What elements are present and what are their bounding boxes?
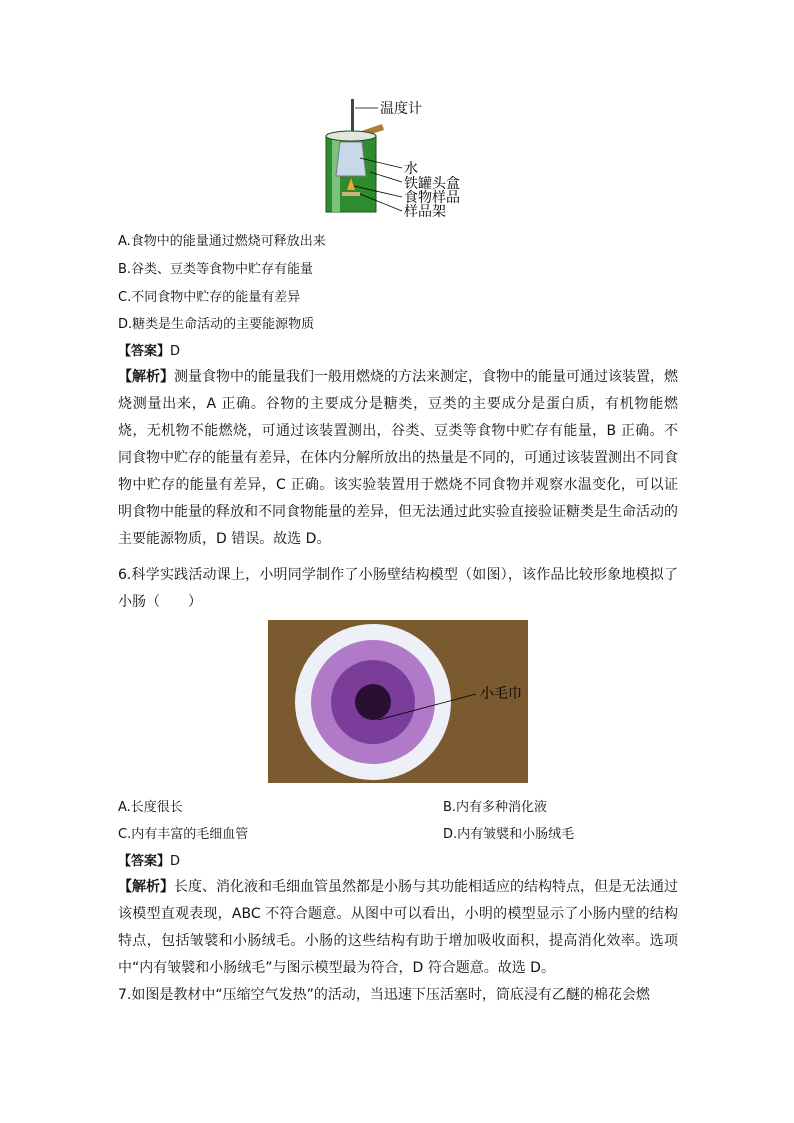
q7-stem: 7.如图是教材中“压缩空气发热”的活动，当迅速下压活塞时，筒底浸有乙醚的棉花会燃 [118, 987, 650, 1003]
q6-option-c: C.内有丰富的毛细血管 [118, 827, 249, 842]
answer-label: 【答案】 [118, 854, 171, 869]
answer-value: D [170, 344, 181, 359]
sample-stand [342, 192, 360, 196]
water-flask [336, 142, 366, 176]
q6-answer [118, 852, 180, 872]
answer-value: D [170, 854, 181, 869]
q6-option-a: A.长度很长 [118, 800, 183, 815]
q5-analysis [118, 364, 678, 553]
figure-label-sample-stand: 样品架 [404, 204, 446, 218]
analysis-text: 测量食物中的能量我们一般用燃烧的方法来测定，食物中的能量可通过该装置，燃烧测量出来，A 正确。谷物的主要成分是糖类，豆类的主要成分是蛋白质，有机物能燃烧，无机物不能燃烧，可通过该装置测出，谷类、豆类等食物中贮存有能量，B 正确。不同食物中贮存的能量有差异，在体内分解所放出的热量是不同的，可通过该装置测出不同食物中贮存的能量有差异，C 正确。该实验装置用于燃烧不同食物并观察水温变化，可以证明食物中能量的释放和不同食物能量的差异，但无法通过此实验直接验证糖类是生命活动的主要能源物质，D 错误。故选 D。 [118, 369, 678, 547]
figure-label-water: 水 [404, 161, 418, 177]
q5-option-a: A.食物中的能量通过燃烧可释放出来 [118, 234, 326, 249]
q5-answer [118, 342, 180, 362]
q6-option-d: D.内有皱襞和小肠绒毛 [443, 827, 575, 842]
model-lumen [355, 684, 391, 720]
analysis-label: 【解析】 [118, 369, 174, 385]
q5-option-b: B.谷类、豆类等食物中贮存有能量 [118, 262, 314, 277]
figure-label-thermometer: 温度计 [380, 101, 422, 117]
q6-option-b: B.内有多种消化液 [443, 800, 548, 815]
q6-stem: 6.科学实践活动课上，小明同学制作了小肠壁结构模型（如图），该作品比较形象地模拟了小肠（ ） [118, 567, 678, 610]
q6-analysis [118, 874, 678, 982]
answer-label: 【答案】 [118, 344, 171, 359]
towel-label: 小毛巾 [480, 686, 522, 702]
q5-option-d: D.糖类是生命活动的主要能源物质 [118, 317, 315, 332]
figure-label-tin-can: 铁罐头盒 [404, 176, 460, 192]
intestine-model-figure [268, 620, 528, 783]
tin-can-top [326, 131, 376, 141]
analysis-text: 长度、消化液和毛细血管虽然都是小肠与其功能相适应的结构特点，但是无法通过该模型直观表现，ABC 不符合题意。从图中可以看出，小明的模型显示了小肠内壁的结构特点，包括皱襞和小肠绒毛。小肠的这些结构有助于增加吸收面积，提高消化效率。选项中“内有皱襞和小肠绒毛”与图示模型最为符合，D 符合题意。故选 D。 [118, 879, 678, 976]
calorimeter-figure [318, 94, 478, 218]
analysis-label: 【解析】 [118, 879, 174, 895]
figure-label-food-sample: 食物样品 [404, 190, 460, 206]
q5-option-c: C.不同食物中贮存的能量有差异 [118, 290, 301, 305]
